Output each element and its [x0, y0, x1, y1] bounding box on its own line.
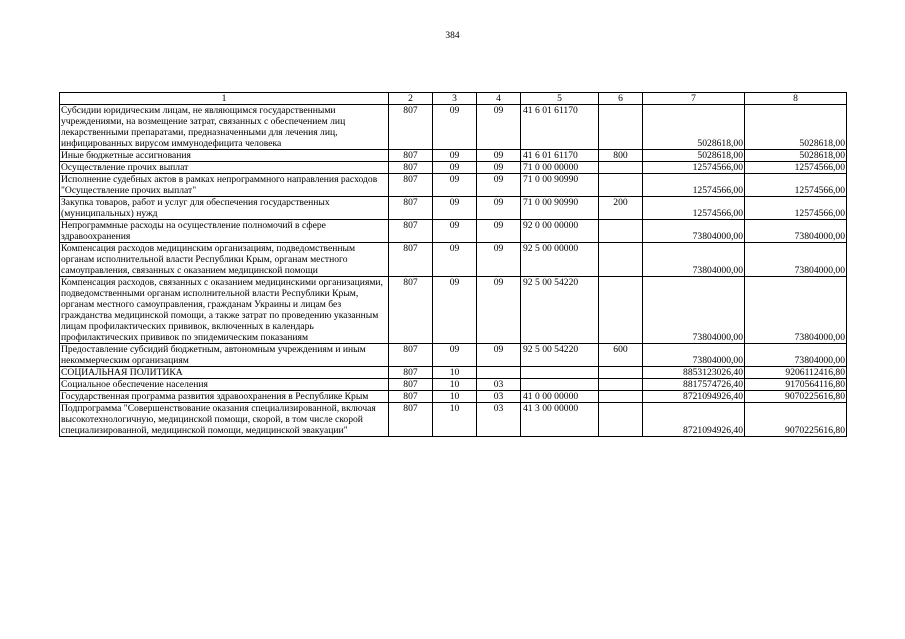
expense-type-cell [599, 367, 643, 379]
section-cell: 09 [433, 150, 477, 162]
amount-year2-cell: 9170564116,80 [745, 379, 847, 391]
amount-year1-cell: 12574566,00 [643, 174, 745, 197]
amount-year2-cell: 9206112416,80 [745, 367, 847, 379]
target-article-cell: 92 5 00 00000 [521, 243, 599, 277]
target-article-cell: 92 5 00 54220 [521, 277, 599, 344]
subsection-cell [477, 367, 521, 379]
amount-year1-cell: 73804000,00 [643, 220, 745, 243]
admin-code-cell: 807 [389, 162, 433, 174]
page-number: 384 [445, 31, 460, 41]
admin-code-cell: 807 [389, 174, 433, 197]
subsection-cell: 09 [477, 105, 521, 150]
section-cell: 10 [433, 403, 477, 437]
amount-year1-cell: 8721094926,40 [643, 391, 745, 403]
column-header: 6 [599, 93, 643, 105]
amount-year1-cell: 5028618,00 [643, 150, 745, 162]
table-row [60, 277, 847, 344]
target-article-cell: 41 6 01 61170 [521, 105, 599, 150]
row-name-cell: Государственная программа развития здравоохранения в Республике Крым [60, 391, 389, 403]
row-name-cell: СОЦИАЛЬНАЯ ПОЛИТИКА [60, 367, 389, 379]
row-name-cell: Иные бюджетные ассигнования [60, 150, 389, 162]
amount-year1-cell: 73804000,00 [643, 243, 745, 277]
column-header: 8 [745, 93, 847, 105]
budget-table [59, 92, 847, 437]
target-article-cell: 71 0 00 90990 [521, 174, 599, 197]
row-name-cell: Исполнение судебных актов в рамках непрограммного направления расходов "Осуществление прочих выплат" [60, 174, 389, 197]
subsection-cell: 03 [477, 403, 521, 437]
table-row [60, 243, 847, 277]
amount-year1-cell: 5028618,00 [643, 105, 745, 150]
target-article-cell: 41 3 00 00000 [521, 403, 599, 437]
subsection-cell: 03 [477, 391, 521, 403]
admin-code-cell: 807 [389, 403, 433, 437]
column-header: 4 [477, 93, 521, 105]
amount-year1-cell: 8817574726,40 [643, 379, 745, 391]
admin-code-cell: 807 [389, 243, 433, 277]
subsection-cell: 09 [477, 150, 521, 162]
section-cell: 09 [433, 277, 477, 344]
row-name-cell: Закупка товаров, работ и услуг для обеспечения государственных (муниципальных) нужд [60, 197, 389, 220]
admin-code-cell: 807 [389, 220, 433, 243]
amount-year2-cell: 5028618,00 [745, 105, 847, 150]
table-row [60, 367, 847, 379]
column-header: 1 [60, 93, 389, 105]
target-article-cell: 71 0 00 90990 [521, 197, 599, 220]
table-header-row [60, 93, 847, 105]
target-article-cell: 92 0 00 00000 [521, 220, 599, 243]
target-article-cell [521, 367, 599, 379]
section-cell: 09 [433, 162, 477, 174]
table-row [60, 220, 847, 243]
subsection-cell: 09 [477, 162, 521, 174]
section-cell: 09 [433, 105, 477, 150]
row-name-cell: Субсидии юридическим лицам, не являющимся государственными учреждениями, на возмещение затрат, связанных с обеспечением лиц лекарственными препаратами, предназначенными для лечения лиц, инфицированных вирусом иммунодефицита человека [60, 105, 389, 150]
amount-year1-cell: 12574566,00 [643, 197, 745, 220]
amount-year2-cell: 5028618,00 [745, 150, 847, 162]
expense-type-cell [599, 162, 643, 174]
row-name-cell: Непрограммные расходы на осуществление полномочий в сфере здравоохранения [60, 220, 389, 243]
amount-year2-cell: 73804000,00 [745, 277, 847, 344]
target-article-cell: 41 6 01 61170 [521, 150, 599, 162]
expense-type-cell [599, 379, 643, 391]
admin-code-cell: 807 [389, 150, 433, 162]
expense-type-cell [599, 277, 643, 344]
expense-type-cell [599, 105, 643, 150]
row-name-cell: Подпрограмма "Совершенствование оказания специализированной, включая высокотехнологичную, медицинской помощи, скорой, в том числе скорой специализированной, медицинской помощи, медицинской эвакуации" [60, 403, 389, 437]
amount-year2-cell: 12574566,00 [745, 174, 847, 197]
row-name-cell: Социальное обеспечение населения [60, 379, 389, 391]
section-cell: 09 [433, 243, 477, 277]
admin-code-cell: 807 [389, 391, 433, 403]
column-header: 2 [389, 93, 433, 105]
expense-type-cell: 600 [599, 344, 643, 367]
amount-year1-cell: 73804000,00 [643, 277, 745, 344]
target-article-cell: 41 0 00 00000 [521, 391, 599, 403]
expense-type-cell [599, 403, 643, 437]
row-name-cell: Предоставление субсидий бюджетным, автономным учреждениям и иным некоммерческим организациям [60, 344, 389, 367]
subsection-cell: 09 [477, 220, 521, 243]
section-cell: 10 [433, 367, 477, 379]
amount-year2-cell: 9070225616,80 [745, 403, 847, 437]
table-row [60, 150, 847, 162]
target-article-cell: 92 5 00 54220 [521, 344, 599, 367]
target-article-cell: 71 0 00 00000 [521, 162, 599, 174]
subsection-cell: 09 [477, 197, 521, 220]
expense-type-cell [599, 391, 643, 403]
section-cell: 10 [433, 391, 477, 403]
expense-type-cell: 200 [599, 197, 643, 220]
target-article-cell [521, 379, 599, 391]
table-row [60, 174, 847, 197]
table-row [60, 162, 847, 174]
row-name-cell: Компенсация расходов медицинским организациям, подведомственным органам исполнительной власти Республики Крым, органам местного самоуправления, связанных с оказанием медицинской помощи [60, 243, 389, 277]
expense-type-cell [599, 174, 643, 197]
column-header: 3 [433, 93, 477, 105]
subsection-cell: 09 [477, 344, 521, 367]
expense-type-cell: 800 [599, 150, 643, 162]
admin-code-cell: 807 [389, 367, 433, 379]
amount-year2-cell: 73804000,00 [745, 220, 847, 243]
table-row [60, 344, 847, 367]
section-cell: 09 [433, 344, 477, 367]
subsection-cell: 09 [477, 174, 521, 197]
amount-year1-cell: 8721094926,40 [643, 403, 745, 437]
section-cell: 09 [433, 220, 477, 243]
amount-year1-cell: 73804000,00 [643, 344, 745, 367]
table-row [60, 379, 847, 391]
amount-year2-cell: 12574566,00 [745, 162, 847, 174]
table-row [60, 403, 847, 437]
amount-year1-cell: 12574566,00 [643, 162, 745, 174]
table-row [60, 105, 847, 150]
expense-type-cell [599, 220, 643, 243]
amount-year2-cell: 9070225616,80 [745, 391, 847, 403]
expense-type-cell [599, 243, 643, 277]
section-cell: 09 [433, 174, 477, 197]
admin-code-cell: 807 [389, 344, 433, 367]
admin-code-cell: 807 [389, 379, 433, 391]
subsection-cell: 09 [477, 277, 521, 344]
table-row [60, 391, 847, 403]
table-row [60, 197, 847, 220]
admin-code-cell: 807 [389, 105, 433, 150]
subsection-cell: 03 [477, 379, 521, 391]
amount-year1-cell: 8853123026,40 [643, 367, 745, 379]
admin-code-cell: 807 [389, 197, 433, 220]
amount-year2-cell: 73804000,00 [745, 344, 847, 367]
row-name-cell: Осуществление прочих выплат [60, 162, 389, 174]
column-header: 7 [643, 93, 745, 105]
subsection-cell: 09 [477, 243, 521, 277]
amount-year2-cell: 12574566,00 [745, 197, 847, 220]
row-name-cell: Компенсация расходов, связанных с оказанием медицинскими организациями, подведомственными органам исполнительной власти Республики Крым, органам местного самоуправления, гражданам Украины и лицам без гражданства медицинской помощи, а также затрат по проведению указанным лицам профилактических прививок, включенных в календарь профилактических прививок по эпидемическим показаниям [60, 277, 389, 344]
section-cell: 09 [433, 197, 477, 220]
section-cell: 10 [433, 379, 477, 391]
amount-year2-cell: 73804000,00 [745, 243, 847, 277]
admin-code-cell: 807 [389, 277, 433, 344]
column-header: 5 [521, 93, 599, 105]
